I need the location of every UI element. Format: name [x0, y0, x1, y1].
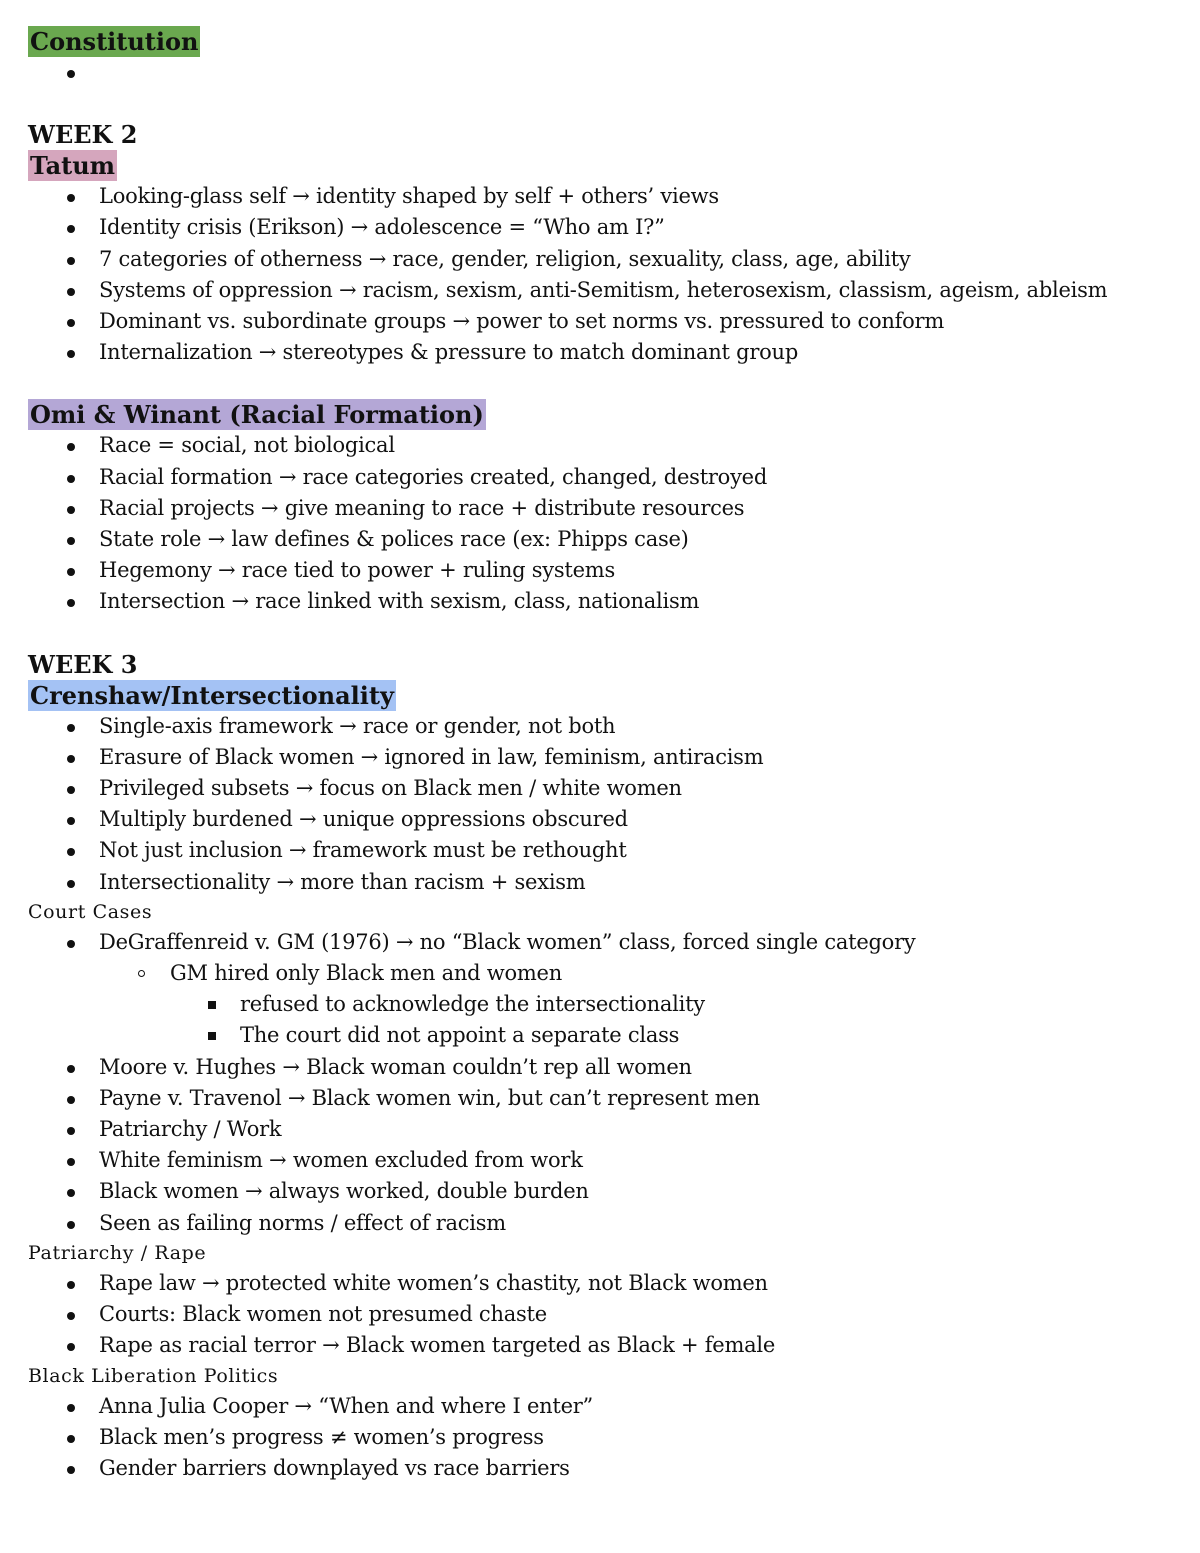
- list-item: Multiply burdened → unique oppressions obscured: [28, 804, 1178, 835]
- bullet-dot-icon: [67, 1065, 75, 1073]
- court-cases-list: [28, 927, 1178, 1239]
- list-item: Payne v. Travenol → Black women win, but can’t represent men: [28, 1083, 1178, 1114]
- list-item: Black men’s progress ≠ women’s progress: [28, 1422, 1178, 1453]
- constitution-heading: Constitution: [30, 27, 199, 56]
- list-item: Not just inclusion → framework must be rethought: [28, 835, 1178, 866]
- list-item: [28, 57, 1178, 88]
- court-cases-subheading: Court Cases: [28, 900, 153, 923]
- bullet-dot-icon: [67, 1127, 75, 1135]
- black-liberation-list: [28, 1391, 1178, 1485]
- bullet-dot-icon: [67, 225, 75, 233]
- crenshaw-heading: Crenshaw/Intersectionality: [30, 680, 394, 710]
- list-item: Intersectionality → more than racism + sexism: [28, 867, 1178, 898]
- list-item: Hegemony → race tied to power + ruling systems: [28, 555, 1178, 586]
- black-liberation-subheading: Black Liberation Politics: [28, 1364, 279, 1387]
- bullet-dot-icon: [67, 1096, 75, 1104]
- bullet-dot-icon: [67, 724, 75, 732]
- list-item: DeGraffenreid v. GM (1976) → no “Black women” class, forced single category: [28, 927, 1178, 958]
- list-item: White feminism → women excluded from work: [28, 1145, 1178, 1176]
- week-2-label: WEEK 2: [28, 120, 138, 150]
- bullet-dot-icon: [67, 257, 75, 265]
- tatum-heading: Tatum: [30, 151, 116, 181]
- bullet-dot-icon: [67, 940, 75, 948]
- notes-document: [28, 26, 1178, 1484]
- list-item: Looking-glass self → identity shaped by self + others’ views: [28, 181, 1178, 212]
- bullet-dot-icon: [67, 568, 75, 576]
- list-item: Courts: Black women not presumed chaste: [28, 1299, 1178, 1330]
- bullet-dot-icon: [67, 1312, 75, 1320]
- list-item: Moore v. Hughes → Black woman couldn’t rep all women: [28, 1052, 1178, 1083]
- bullet-dot-icon: [67, 288, 75, 296]
- list-item: Systems of oppression → racism, sexism, anti-Semitism, heterosexism, classism, ageism, ableism: [28, 275, 1178, 306]
- list-item: The court did not appoint a separate class: [28, 1020, 1178, 1051]
- bullet-dot-icon: [67, 1466, 75, 1474]
- bullet-dot-icon: [67, 70, 75, 78]
- bullet-dot-icon: [67, 350, 75, 358]
- list-item: Anna Julia Cooper → “When and where I enter”: [28, 1391, 1178, 1422]
- list-item: Seen as failing norms / effect of racism: [28, 1208, 1178, 1239]
- list-item: Rape law → protected white women’s chastity, not Black women: [28, 1268, 1178, 1299]
- bullet-dot-icon: [67, 880, 75, 888]
- bullet-dot-icon: [67, 506, 75, 514]
- bullet-dot-icon: [67, 194, 75, 202]
- constitution-list: [28, 57, 1178, 88]
- list-item: Rape as racial terror → Black women targeted as Black + female: [28, 1330, 1178, 1361]
- list-item: 7 categories of otherness → race, gender, religion, sexuality, class, age, ability: [28, 244, 1178, 275]
- bullet-square-icon: [208, 1032, 216, 1040]
- list-item: Intersection → race linked with sexism, class, nationalism: [28, 586, 1178, 617]
- bullet-dot-icon: [67, 1343, 75, 1351]
- list-item: Race = social, not biological: [28, 430, 1178, 461]
- bullet-dot-icon: [67, 443, 75, 451]
- list-item: Identity crisis (Erikson) → adolescence = “Who am I?”: [28, 212, 1178, 243]
- bullet-dot-icon: [67, 319, 75, 327]
- bullet-square-icon: [208, 1001, 216, 1009]
- list-item: Black women → always worked, double burden: [28, 1176, 1178, 1207]
- week-3-label: WEEK 3: [28, 649, 138, 679]
- list-item: Patriarchy / Work: [28, 1114, 1178, 1145]
- bullet-dot-icon: [67, 599, 75, 607]
- bullet-dot-icon: [67, 1221, 75, 1229]
- list-item: Dominant vs. subordinate groups → power to set norms vs. pressured to conform: [28, 306, 1178, 337]
- bullet-dot-icon: [67, 1281, 75, 1289]
- patriarchy-rape-list: [28, 1268, 1178, 1362]
- list-item: Privileged subsets → focus on Black men / white women: [28, 773, 1178, 804]
- bullet-dot-icon: [67, 1435, 75, 1443]
- bullet-dot-icon: [67, 537, 75, 545]
- omi-winant-heading: Omi & Winant (Racial Formation): [30, 400, 484, 430]
- bullet-dot-icon: [67, 475, 75, 483]
- crenshaw-list: [28, 711, 1178, 898]
- list-item: Single-axis framework → race or gender, not both: [28, 711, 1178, 742]
- bullet-dot-icon: [67, 817, 75, 825]
- list-item: State role → law defines & polices race (ex: Phipps case): [28, 524, 1178, 555]
- list-item: Racial formation → race categories created, changed, destroyed: [28, 462, 1178, 493]
- list-item: Erasure of Black women → ignored in law, feminism, antiracism: [28, 742, 1178, 773]
- list-item: Racial projects → give meaning to race + distribute resources: [28, 493, 1178, 524]
- patriarchy-rape-subheading: Patriarchy / Rape: [28, 1241, 207, 1264]
- omi-winant-list: [28, 430, 1178, 617]
- list-item: Internalization → stereotypes & pressure to match dominant group: [28, 337, 1178, 368]
- bullet-dot-icon: [67, 1404, 75, 1412]
- tatum-list: [28, 181, 1178, 368]
- bullet-dot-icon: [67, 1189, 75, 1197]
- bullet-dot-icon: [67, 786, 75, 794]
- bullet-circle-icon: [138, 970, 145, 977]
- list-item: refused to acknowledge the intersectionality: [28, 989, 1178, 1020]
- bullet-dot-icon: [67, 848, 75, 856]
- list-item: Gender barriers downplayed vs race barriers: [28, 1453, 1178, 1484]
- list-item: GM hired only Black men and women: [28, 958, 1178, 989]
- bullet-dot-icon: [67, 755, 75, 763]
- bullet-dot-icon: [67, 1158, 75, 1166]
